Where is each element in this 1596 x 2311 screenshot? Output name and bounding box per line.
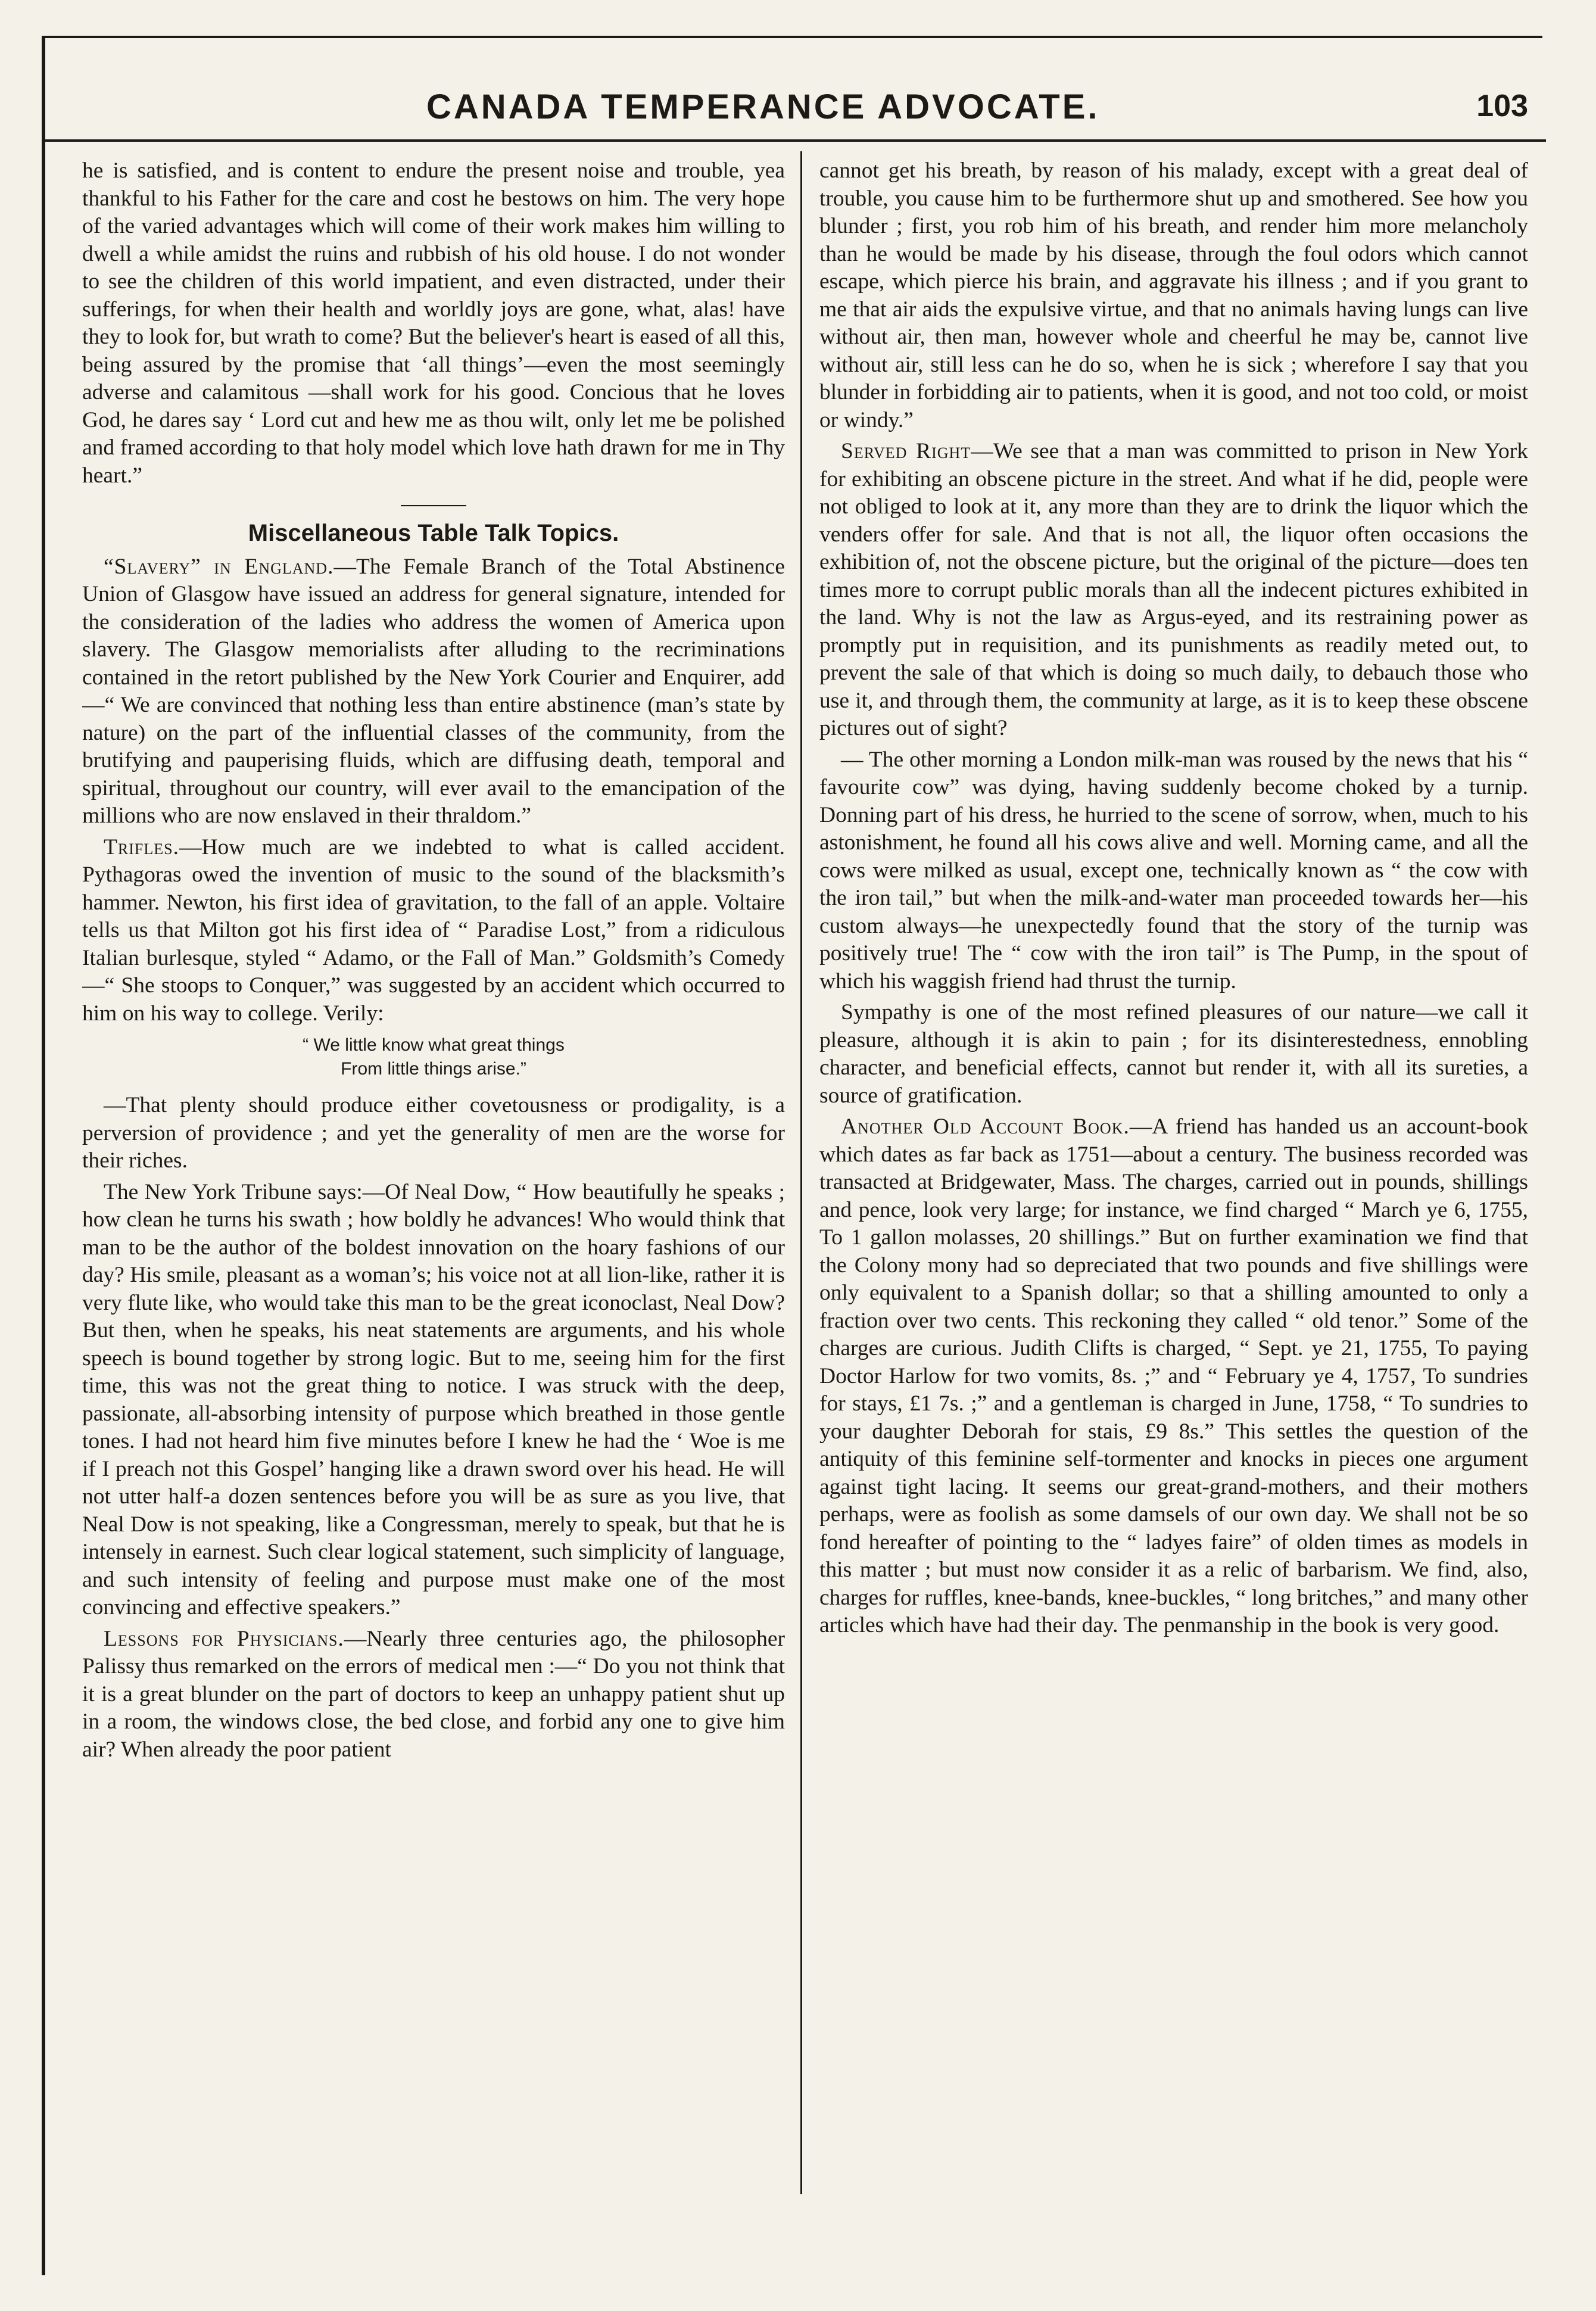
newspaper-page — [42, 36, 1542, 2275]
paragraph-lead: “Slavery” in England. — [104, 554, 334, 579]
article-paragraph: he is satisfied, and is content to endure the present noise and trouble, yea thankful to his Father for the care and cost he bestows on him. The very hope of the varied advantages which will come of their work makes him willing to dwell a while amidst the ruins and rubbish of his old house. I do not wonder to see the children of this world impatient, and even distracted, under their sufferings, for when their health and worldly joys are gone, what, alas! have they to look for, but wrath to come? But the believer's heart is eased of all this, being assured by the promise that ‘all things’—even the most seemingly adverse and calamitous —shall work for his good. Concious that he loves God, he dares say ‘ Lord cut and hew me as thou wilt, only let me be polished and framed according to that holy model which love hath drawn for me in Thy heart.” — [82, 158, 785, 488]
article-paragraph — [819, 1113, 1528, 1640]
paragraph-lead: Another Old Account Book. — [841, 1114, 1130, 1139]
left-column — [82, 157, 785, 2194]
article-paragraph: cannot get his breath, by reason of his malady, except with a great deal of trouble, you cause him to be furthermore shut up and smothered. See how you blunder ; first, you rob him of his breath, and render him more melancholy than he would be made by his disease, through the foul odors which cannot escape, which pierce his brain, and aggravate his illness ; and if you grant to me that air aids the expulsive virtue, and that no animals having lungs can live without air, then man, however whole and cheerful he may be, cannot live without air, still less can he do so, when he is sick ; wherefore I say that you blunder in forbidding air to patients, when it is good, and not too cold, or moist or windy.” — [819, 158, 1528, 432]
section-heading: Miscellaneous Table Talk Topics. — [248, 520, 619, 546]
verse-line: “ We little know what great things — [303, 1035, 565, 1055]
page-number: 103 — [1476, 89, 1528, 123]
paragraph-body: —The Female Branch of the Total Abstinence Union of Glasgow have issued an address for general signature, intended for the consideration of the ladies who address the women of America upon slavery. The Glasgow memorialists after alluding to the recriminations contained in the retort published by the New York Courier and Enquirer, add—“ We are convinced that nothing less than entire abstinence (man’s state by nature) on the part of the influential classes of the community, from the brutifying and pauperising fluids, which are diffusing death, temporal and spiritual, throughout our country, will ever avail to the emancipation of the millions who are now enslaved in their thraldom.” — [82, 554, 785, 828]
article-paragraph — [82, 1625, 785, 1764]
right-column — [819, 157, 1528, 2194]
paragraph-body: —Nearly three centuries ago, the philosopher Palissy thus remarked on the errors of medical men :—“ Do you not think that it is a great blunder on the part of doctors to keep an unhappy patient shut up in a room, the windows close, the bed close, and forbid any one to give him air? When already the poor patient — [82, 1626, 785, 1762]
publication-title: CANADA TEMPERANCE ADVOCATE. — [426, 88, 1100, 126]
article-paragraph — [82, 834, 785, 1028]
article-paragraph — [82, 553, 785, 830]
verse-quote — [82, 1033, 785, 1081]
section-divider — [401, 505, 466, 506]
paragraph-lead: Trifles. — [104, 834, 179, 859]
article-paragraph — [819, 438, 1528, 743]
masthead — [45, 80, 1546, 142]
paragraph-body: —We see that a man was committed to prison in New York for exhibiting an obscene picture in the street. And what if he did, people were not obliged to look at it, any more than they are to drink the liquor which the venders offer for sale. And that is not all, the liquor often occasions the exhibition of, not the obscene picture, but the original of the picture—does ten times more to corrupt public morals than all the indecent pictures exhibited in the land. Why is not the law as Argus-eyed, and its restraining power as promptly put in requisition, and its punishments as readily meted out, to prevent the sale of that which is doing so much daily, to debauch those who use it, and through them, the community at large, as it is to keep these obscene pictures out of sight? — [819, 439, 1528, 740]
verse-line: From little things arise.” — [341, 1059, 526, 1079]
paragraph-body: —A friend has handed us an account-book which dates as far back as 1751—about a century. The business recorded was transacted at Bridgewater, Mass. The charges, carried out in pounds, shillings and pence, look very large; for instance, we find charged “ March ye 6, 1755, To 1 gallon molasses, 20 shillings.” But on further examination we find that the Colony mony had so depreciated that two pounds and five shillings were only equivalent to a Spanish dollar; so that a shilling amounted to only a fraction over two cents. This reckoning they called “ old tenor.” Some of the charges are curious. Judith Clifts is charged, “ Sept. ye 21, 1755, To paying Doctor Harlow for two vomits, 8s. ;” and “ February ye 4, 1757, To sundries for stays, £1 7s. ;” and a gentleman is charged in June, 1758, “ To sundries to your daughter Deborah for stais, £9 8s.” This settles the question of the antiquity of this feminine self-tormenter and knocks in pieces one argument against tight lacing. It seems our great-grand-mothers, and their mothers perhaps, were as foolish as some damsels of our own day. We shall not be so fond hereafter of pointing to the “ ladyes faire” of olden times as models in this matter ; but must now consider it as a relic of barbarism. We find, also, charges for ruffles, knee-bands, knee-buckles, “ long britches,” and many other articles which have had their day. The penmanship in the book is very good. — [819, 1114, 1528, 1637]
paragraph-lead: Served Right — [841, 439, 971, 463]
article-paragraph: Sympathy is one of the most refined pleasures of our nature—we call it pleasure, although it is akin to pain ; for its disinterestedness, ennobling character, and beneficial effects, cannot but render it, with all its sureties, a source of gratification. — [819, 1000, 1528, 1108]
article-paragraph: —That plenty should produce either covetousness or prodigality, is a perversion of providence ; and yet the generality of men are the worse for their riches. — [82, 1093, 785, 1173]
article-paragraph: — The other morning a London milk-man was roused by the news that his “ favourite cow” was dying, having suddenly become choked by a turnip. Donning part of his dress, he hurried to the scene of sorrow, when, much to his astonishment, he found all his cows alive and well. Morning came, and all the cows were milked as usual, except one, technically known as “ the cow with the iron tail,” but when the milk-and-water man proceeded towards her—his custom always—he unexpectedly found that the story of the turnip was positively true! The “ cow with the iron tail” is The Pump, in the spout of which his waggish friend had thrust the turnip. — [819, 747, 1528, 993]
paragraph-lead: Lessons for Physicians. — [104, 1626, 344, 1651]
column-divider — [800, 151, 802, 2194]
paragraph-body: —How much are we indebted to what is called accident. Pythagoras owed the invention of music to the sound of the blacksmith’s hammer. Newton, his first idea of gravitation, to the fall of an apple. Voltaire tells us that Milton got his first idea of “ Paradise Lost,” from a ridiculous Italian burlesque, styled “ Adamo, or the Fall of Man.” Goldsmith’s Comedy—“ She stoops to Conquer,” was suggested by an accident which occurred to him on his way to college. Verily: — [82, 834, 785, 1026]
article-paragraph: The New York Tribune says:—Of Neal Dow, “ How beautifully he speaks ; how clean he turns his swath ; how boldly he advances! Who would think that man to be the author of the boldest innovation on the hoary fashions of our day? His smile, pleasant as a woman’s; his voice not at all lion-like, rather it is very flute like, who would take this man to be the great iconoclast, Neal Dow? But then, when he speaks, his neat statements are arguments, and his whole speech is bound together by strong logic. But to me, seeing him for the first time, this was not the great thing to notice. I was struck with the deep, passionate, all-absorbing intensity of purpose which breathed in those gentle tones. I had not heard him five minutes before I knew he had the ‘ Woe is me if I preach not this Gospel’ hanging like a drawn sword over his head. He will not utter half-a dozen sentences before you will be as sure as you live, that Neal Dow is not speaking, like a Congressman, merely to speak, but that he is intensely in earnest. Such clear logical statement, such simplicity of language, and such intensity of feeling and purpose must make one of the most convincing and effective speakers.” — [82, 1179, 785, 1619]
